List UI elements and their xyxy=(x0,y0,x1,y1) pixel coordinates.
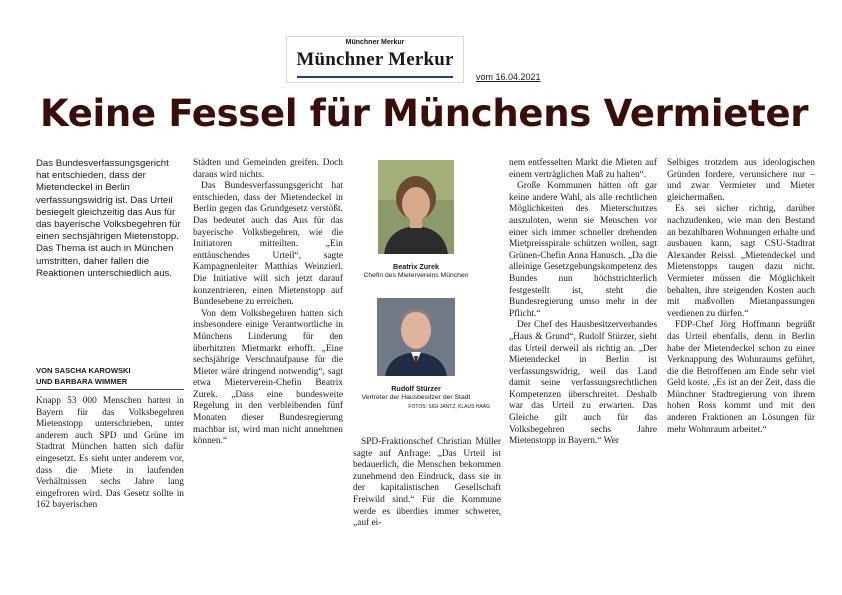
paragraph: Große Kommunen hätten oft gar keine andere Wahl, als alle rechtlichen Möglichkeiten des Mieterschutzes auszuloten, wenn sie Menschen vor einer sich immer schneller drehenden Mietpreisspirale schützen wollen, sagt Grünen-Chefin Anna Hanusch. „Da die alleinige Gesetzgebungskompetenz des Bundes nun höchstrichterlich festgestellt ist, steht die Bundesregierung umso mehr in der Pflicht.“ xyxy=(509,181,657,319)
paragraph: Städten und Gemeinden greifen. Doch daraus wird nichts. xyxy=(193,158,343,180)
masthead-rule xyxy=(297,76,453,78)
paragraph: Knapp 53 000 Menschen hatten in Bayern für das Volksbegehren Mietenstopp unterschrieben, unter anderem auch SPD und Grüne im Stadtrat München hatten sich dafür eingesetzt. Es sieht unter anderem vor, dass die Miete in laufenden Verhältnissen sechs Jahre lang eingefroren wird. Das Gesetz sollte in 162 bayerischen xyxy=(36,396,184,511)
article-column-4 xyxy=(509,158,657,448)
paragraph: FDP-Chef Jörg Hoffmann begrüßt das Urteil ebenfalls, denn in Berlin habe der Mietendeckel schon zu einer Verknappung des Wohnraums geführt, die die Betroffenen am Ende sehr viel Geld koste. „Es ist an der Zeit, dass die Münchner Stadtregierung von ihrem hohen Ross kommt und mit den anderen Fraktionen an Lösungen für mehr Wohnraum arbeitet.“ xyxy=(667,320,815,435)
photo-credit: FOTOS: SIGI JANTZ, KLAUS HAAG xyxy=(408,404,490,410)
article-column-5 xyxy=(667,158,815,436)
paragraph: Der Chef des Hausbesitzerverbandes „Haus & Grund“, Rudolf Stürzer, sieht das Urteil derweil als richtig an. „Der Mietendeckel in Berlin ist verfassungswidrig, weil das Land damit seine verfassungsrechtlichen Kompetenzen überschreitet. Deshalb war das Urteil zu erwarten. Das Gleiche gilt auch für das Volksbegehren sechs Jahre Mietenstopp in Bayern.“ Wer xyxy=(509,320,657,447)
paragraph: SPD-Fraktionschef Christian Müller sagte auf Anfrage: „Das Urteil ist bedauerlich, die Menschen bekommen zunehmend den Eindruck, dass sie in der kapitalistischen Gesellschaft Freiwild sind.“ Für die Kommune werde es überdies immer schwerer, „auf ei- xyxy=(353,437,501,529)
portrait-woman-icon xyxy=(378,160,454,254)
portrait-man-icon xyxy=(377,298,455,376)
photo-caption-role: Chefin des Mietervereins München xyxy=(363,272,469,279)
byline-line-1: VON SASCHA KAROWSKI xyxy=(36,366,131,375)
headline: Keine Fessel für Münchens Vermieter xyxy=(40,92,809,135)
publication-date: vom 16.04.2021 xyxy=(476,72,541,82)
article-column-2 xyxy=(193,158,343,448)
byline-line-2: UND BARBARA WIMMER xyxy=(36,376,128,386)
paragraph: Es sei sicher richtig, darüber nachzudenken, wie man den Bestand an bezahlbaren Wohnungen erhalte und ausbauen kann, sagt CSU-Stadtrat Alexander Reissl. „Mietendeckel und Mietenstopps taugen dazu nicht. Vermieter müssen die Möglichkeit behalten, ihre steigenden Kosten auch mit maßvollen Mietanpassungen verdienen zu dürfen.“ xyxy=(667,204,815,319)
portrait-photo-zurek xyxy=(378,160,454,254)
paragraph: Das Bundesverfassungsgericht hat entschieden, dass der Mietendeckel in Berlin gegen das Grundgesetz verstößt. Das bedeutet auch das Aus für das bayerische Volksbegehren, wie die Initiatoren mitteilten. „Ein enttäuschendes Urteil“, sagte Kampagnenleiter Matthias Weinzierl. Die Initiative will sich jetzt darauf konzentrieren, einen Mietenstopp auf Bundesebene zu erreichen. xyxy=(193,181,343,308)
masthead-logo xyxy=(286,36,464,83)
paragraph: Von dem Volksbegehren hatten sich insbesondere einige Verantwortliche in Münchens Linderung für den überhitzten Mietmarkt erhofft. „Eine sechsjährige Verschnaufpause für die Mieter wäre dringend notwendig“, sagt etwa Mieterverein-Chefin Beatrix Zurek. „Dass eine bundesweite Regelung in den verbleibenden fünf Monaten dieser Bundesregierung machbar ist, wird man nicht annehmen können.“ xyxy=(193,308,343,447)
photo-caption-role: Vertreter der Hausbesitzer der Stadt xyxy=(361,394,471,401)
article-column-1 xyxy=(36,396,184,512)
portrait-photo-stuerzer xyxy=(377,298,455,376)
masthead-small-title: Münchner Merkur xyxy=(345,39,405,46)
paragraph: nem entfesselten Markt die Mieten auf einem verträglichen Maß zu halten“. xyxy=(509,158,657,180)
photo-caption-name: Rudolf Stürzer xyxy=(391,384,441,393)
paragraph: Selbiges trotzdem aus ideologischen Gründen fordere, verunsichere nur – und zwar Vermieter und Mieter gleichermaßen. xyxy=(667,158,815,203)
byline xyxy=(36,366,184,390)
article-column-3 xyxy=(353,437,501,530)
photo-caption-name: Beatrix Zurek xyxy=(393,262,439,271)
intro-paragraph: Das Bundesverfassungsgericht hat entschieden, dass der Mietendeckel in Berlin verfassungswidrig ist. Das Urteil besiegelt gleichzeitig das Aus für das bayerische Volksbegehren für einen sechsjährigen Mietenstopp. Das Thema ist auch in München umstritten, daher fallen die Reaktionen unterschiedlich aus. xyxy=(36,158,181,279)
masthead-title: Münchner Merkur xyxy=(296,49,454,70)
